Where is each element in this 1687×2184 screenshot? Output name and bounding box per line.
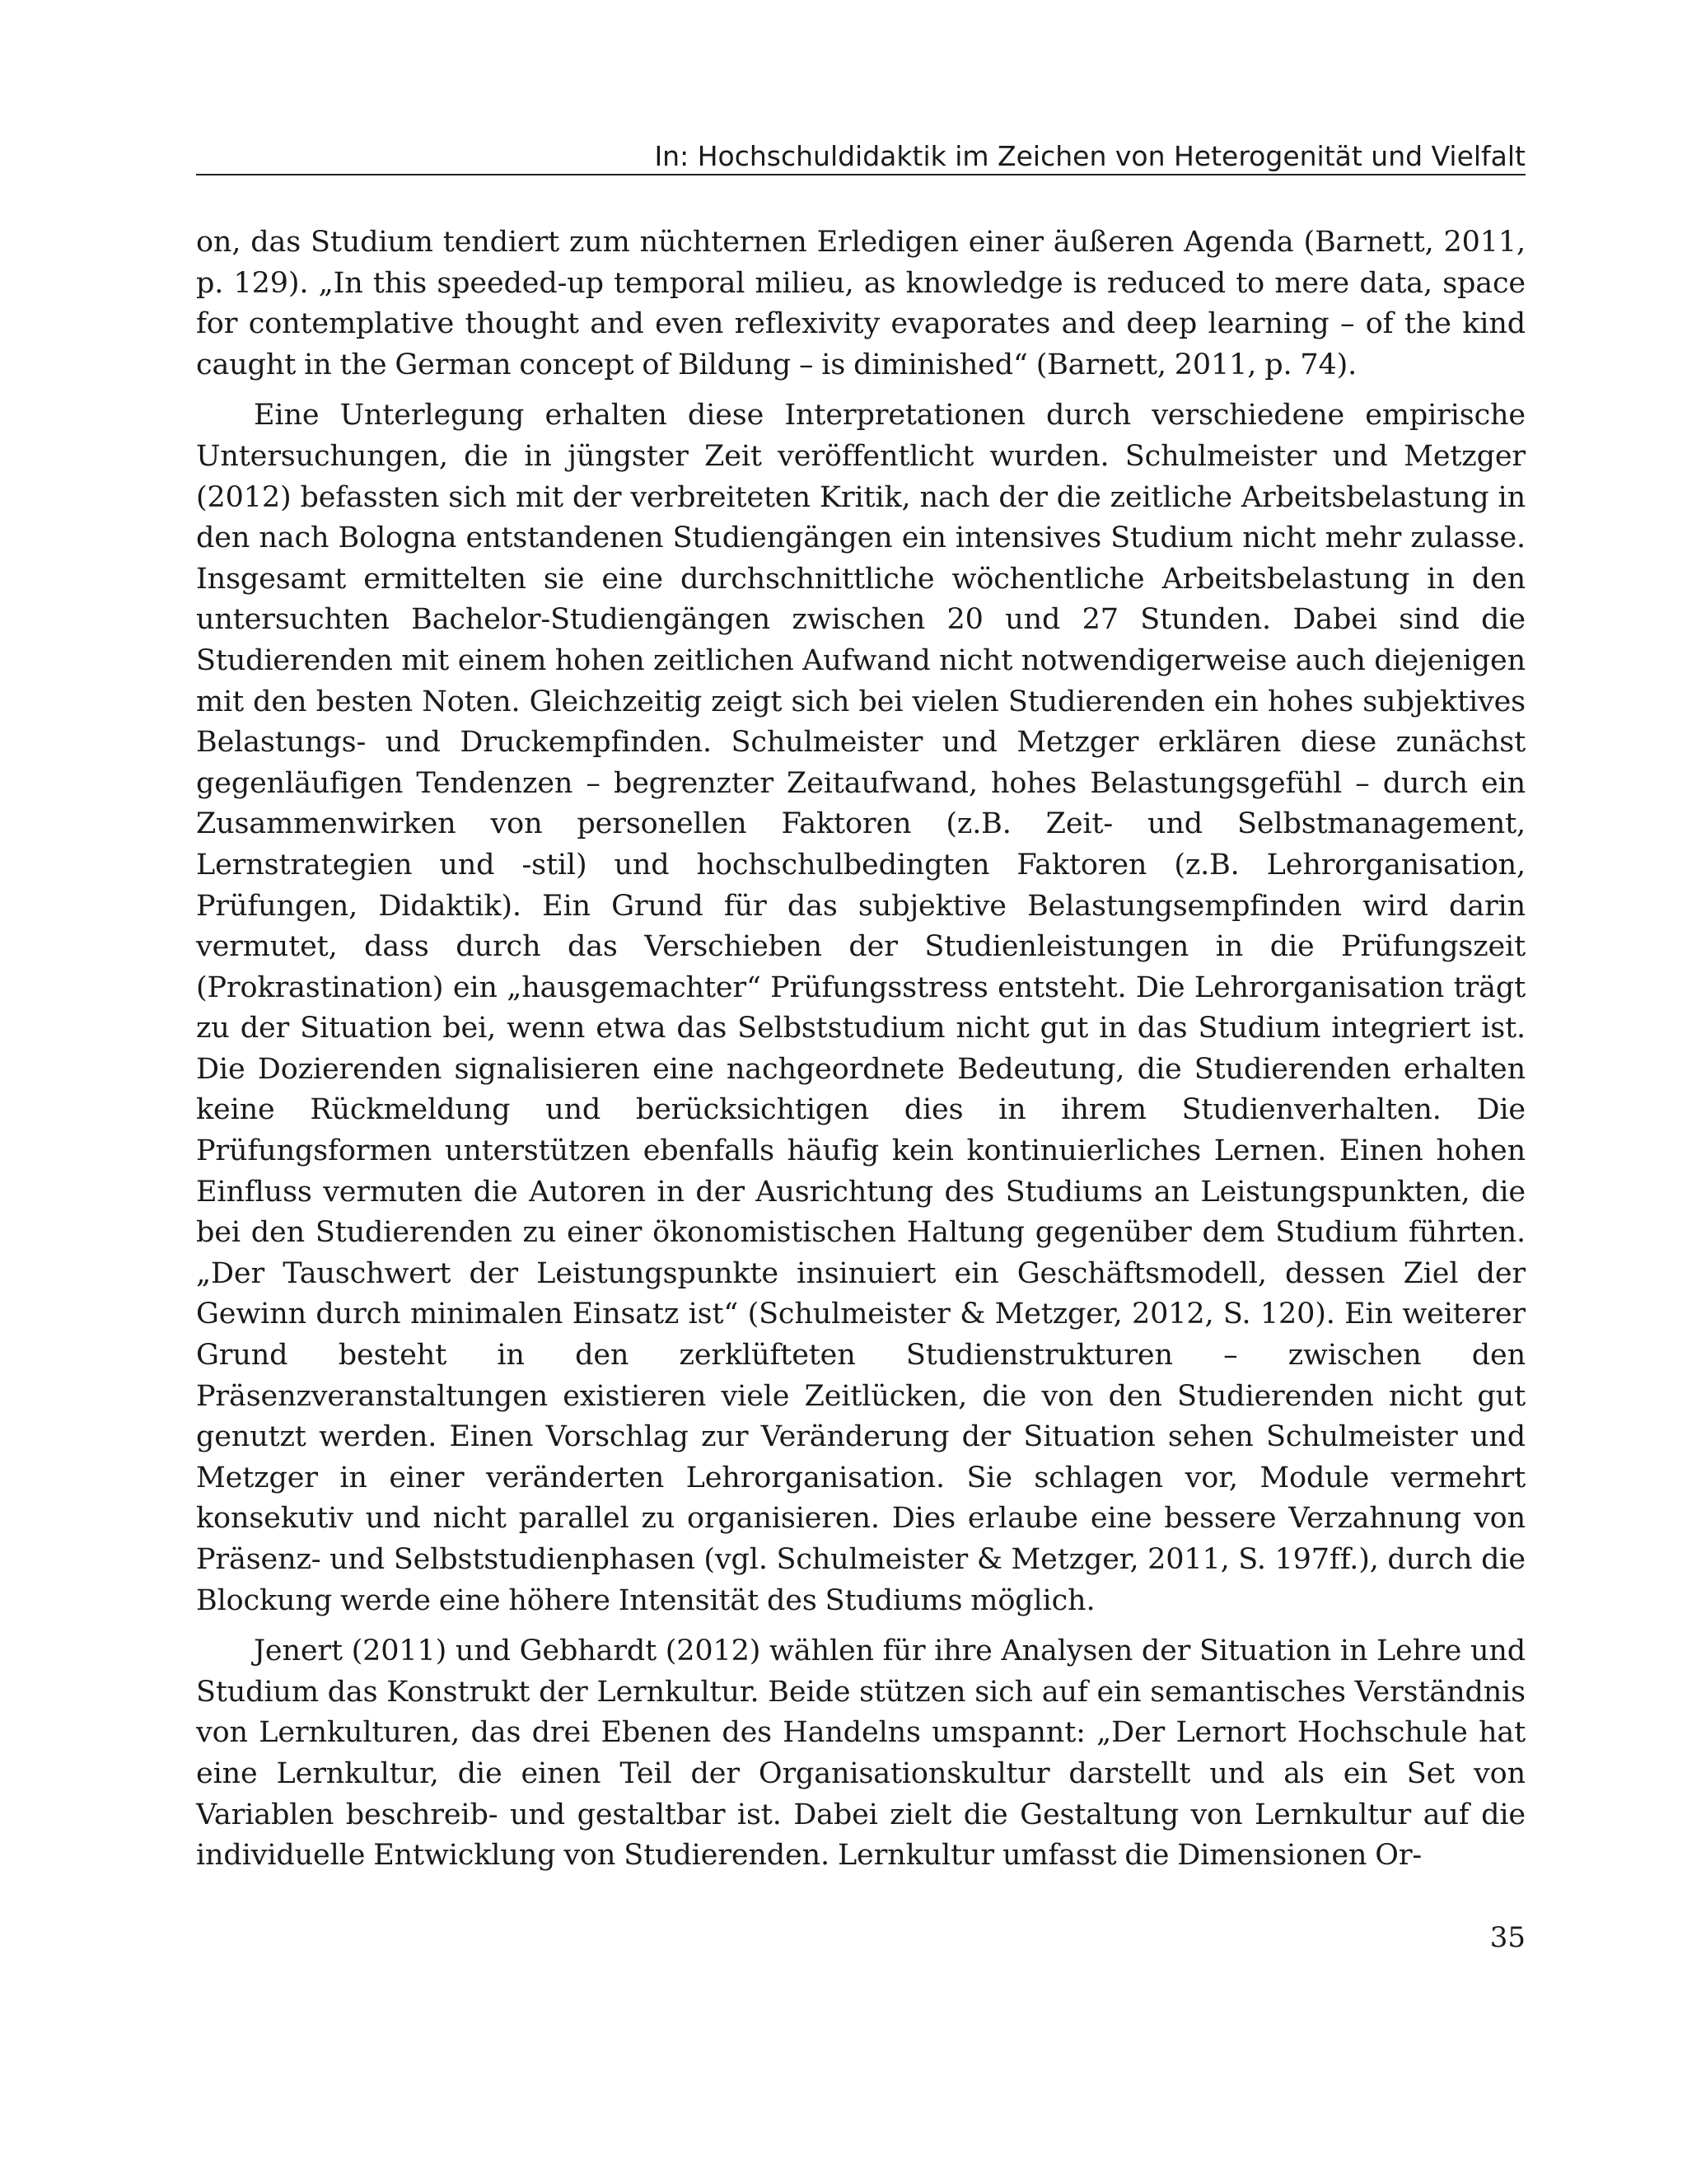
body-text xyxy=(196,222,1526,1887)
running-header: In: Hochschuldidaktik im Zeichen von Heterogenität und Vielfalt xyxy=(654,140,1526,172)
paragraph-continuation: on, das Studium tendiert zum nüchternen Erledigen einer äußeren Agenda (Barnett, 2011, p. 129). „In this speeded-up temporal milieu, as knowledge is reduced to mere data, space for contemplative thought and even reflexivity evaporates and deep learning – of the kind caught in the German concept of Bildung – is diminished“ (Barnett, 2011, p. 74). xyxy=(196,226,1526,381)
paragraph-workload-studies: Eine Unterlegung erhalten diese Interpretationen durch verschiedene empirische Untersuchungen, die in jüngster Zeit veröffentlicht wurden. Schulmeister und Metzger (2012) befassten sich mit der verbreiteten Kritik, nach der die zeitliche Arbeitsbelastung in den nach Bologna entstandenen Studiengängen ein intensives Studium nicht mehr zulasse. Insgesamt ermittelten sie eine durchschnittliche wöchentliche Arbeitsbelastung in den untersuchten Bachelor-Studiengängen zwischen 20 und 27 Stunden. Dabei sind die Studierenden mit einem hohen zeitlichen Aufwand nicht notwendigerweise auch diejenigen mit den besten Noten. Gleichzeitig zeigt sich bei vielen Studierenden ein hohes subjektives Belastungs- und Druckempfinden. Schulmeister und Metzger erklären diese zunächst gegenläufigen Tendenzen – begrenzter Zeitaufwand, hohes Belastungsgefühl – durch ein Zusammenwirken von personellen Faktoren (z.B. Zeit- und Selbstmanagement, Lernstrategien und -stil) und hochschulbedingten Faktoren (z.B. Lehrorganisation, Prüfungen, Didaktik). Ein Grund für das subjektive Belastungsempfinden wird darin vermutet, dass durch das Verschieben der Studienleistungen in die Prüfungszeit (Prokrastination) ein „hausgemachter“ Prüfungsstress entsteht. Die Lehrorganisation trägt zu der Situation bei, wenn etwa das Selbststudium nicht gut in das Studium integriert ist. Die Dozierenden signalisieren eine nachgeordnete Bedeutung, die Studierenden erhalten keine Rückmeldung und berücksichtigen dies in ihrem Studienverhalten. Die Prüfungsformen unterstützen ebenfalls häufig kein kontinuierliches Lernen. Einen hohen Einfluss vermuten die Autoren in der Ausrichtung des Studiums an Leistungspunkten, die bei den Studierenden zu einer ökonomistischen Haltung gegenüber dem Studium führten. „Der Tauschwert der Leistungspunkte insinuiert ein Geschäftsmodell, dessen Ziel der Gewinn durch minimalen Einsatz ist“ (Schulmeister & Metzger, 2012, S. 120). Ein weiterer Grund besteht in den zerklüfteten Studienstrukturen – zwischen den Präsenzveranstaltungen existieren viele Zeitlücken, die von den Studierenden nicht gut genutzt werden. Einen Vorschlag zur Veränderung der Situation sehen Schulmeister und Metzger in einer veränderten Lehrorganisation. Sie schlagen vor, Module vermehrt konsekutiv und nicht parallel zu organisieren. Dies erlaube eine bessere Verzahnung von Präsenz- und Selbststudienphasen (vgl. Schulmeister & Metzger, 2011, S. 197ff.), durch die Blockung werde eine höhere Intensität des Studiums möglich. xyxy=(196,399,1526,1617)
header-rule xyxy=(196,174,1526,175)
page-number: 35 xyxy=(1489,1921,1526,1954)
paragraph-learning-culture: Jenert (2011) und Gebhardt (2012) wählen für ihre Analysen der Situation in Lehre und Studium das Konstrukt der Lernkultur. Beide stützen sich auf ein semantisches Verständnis von Lernkulturen, das drei Ebenen des Handelns umspannt: „Der Lernort Hochschule hat eine Lernkultur, die einen Teil der Organisationskultur darstellt und als ein Set von Variablen beschreib- und gestaltbar ist. Dabei zielt die Gestaltung von Lernkultur auf die individuelle Entwicklung von Studierenden. Lernkultur umfasst die Dimensionen Or- xyxy=(196,1634,1526,1873)
